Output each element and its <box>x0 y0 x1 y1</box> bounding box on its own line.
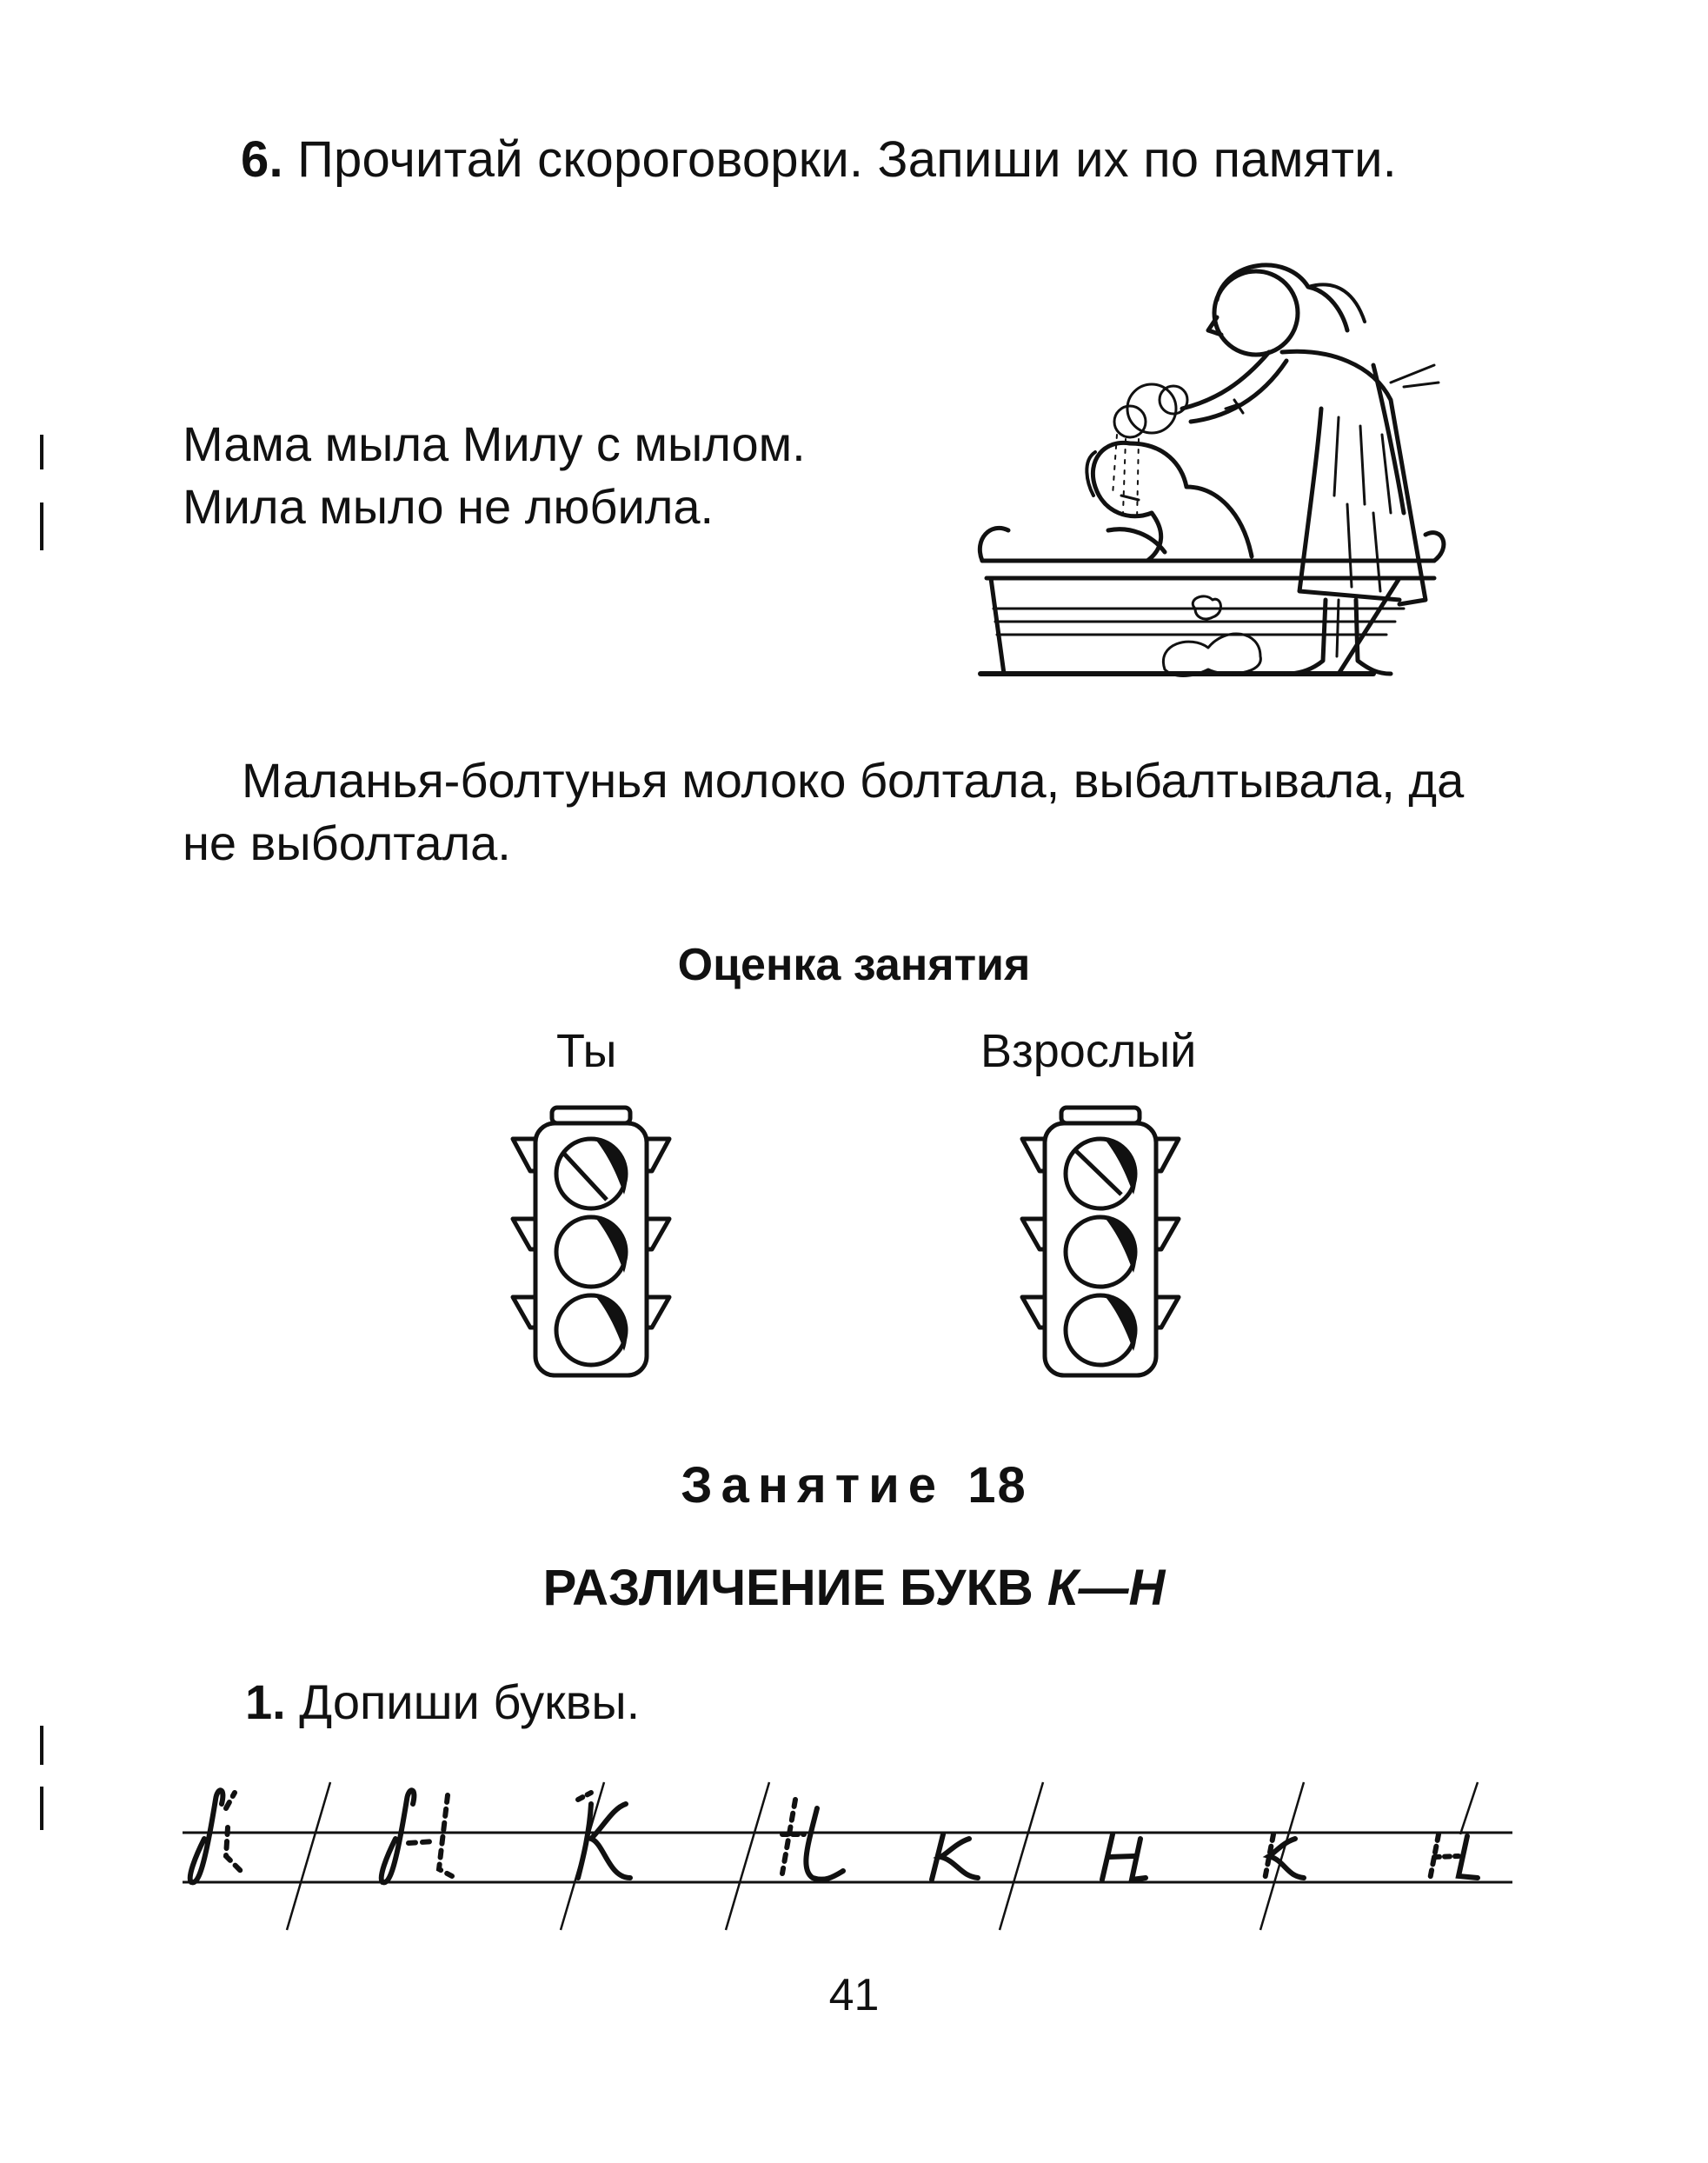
margin-mark <box>40 1787 43 1830</box>
lesson-subtitle-prefix: РАЗЛИЧЕНИЕ БУКВ <box>542 1560 1047 1616</box>
margin-mark <box>40 435 43 469</box>
page-number: 41 <box>828 1970 880 2020</box>
poem-line: не выболтала. <box>183 815 511 870</box>
margin-mark <box>40 1726 43 1765</box>
tongue-twister-1 <box>183 413 806 538</box>
rating-title: Оценка занятия <box>677 940 1031 990</box>
margin-mark <box>40 502 43 550</box>
rating-label-adult: Взрослый <box>980 1025 1197 1077</box>
traffic-light-icon[interactable] <box>504 1097 678 1384</box>
task-1-heading <box>245 1674 640 1730</box>
poem-line: Мама мыла Милу с мылом. <box>183 416 806 471</box>
lesson-number: 18 <box>967 1457 1027 1514</box>
task-instruction: Допиши буквы. <box>299 1674 641 1729</box>
poem-line: Маланья-болтунья молоко болтала, выбалтывала, да <box>242 753 1465 808</box>
rating-label-you: Ты <box>556 1025 617 1077</box>
task-6-heading <box>241 130 1397 189</box>
task-number: 1. <box>245 1674 286 1729</box>
handwriting-practice-line[interactable] <box>174 1774 1530 1939</box>
lesson-title <box>0 1456 1708 1514</box>
lesson-subtitle <box>0 1559 1708 1617</box>
mother-washing-child-illustration <box>965 235 1504 695</box>
tongue-twister-2 <box>183 749 1539 875</box>
lesson-subtitle-letters: К—Н <box>1047 1560 1166 1616</box>
traffic-light-icon[interactable] <box>1014 1097 1187 1384</box>
task-instruction: Прочитай скороговорки. Запиши их по памяти. <box>297 131 1397 188</box>
lesson-word: Занятие <box>681 1457 946 1514</box>
poem-line: Мила мыло не любила. <box>183 479 714 534</box>
task-number: 6. <box>241 131 283 188</box>
